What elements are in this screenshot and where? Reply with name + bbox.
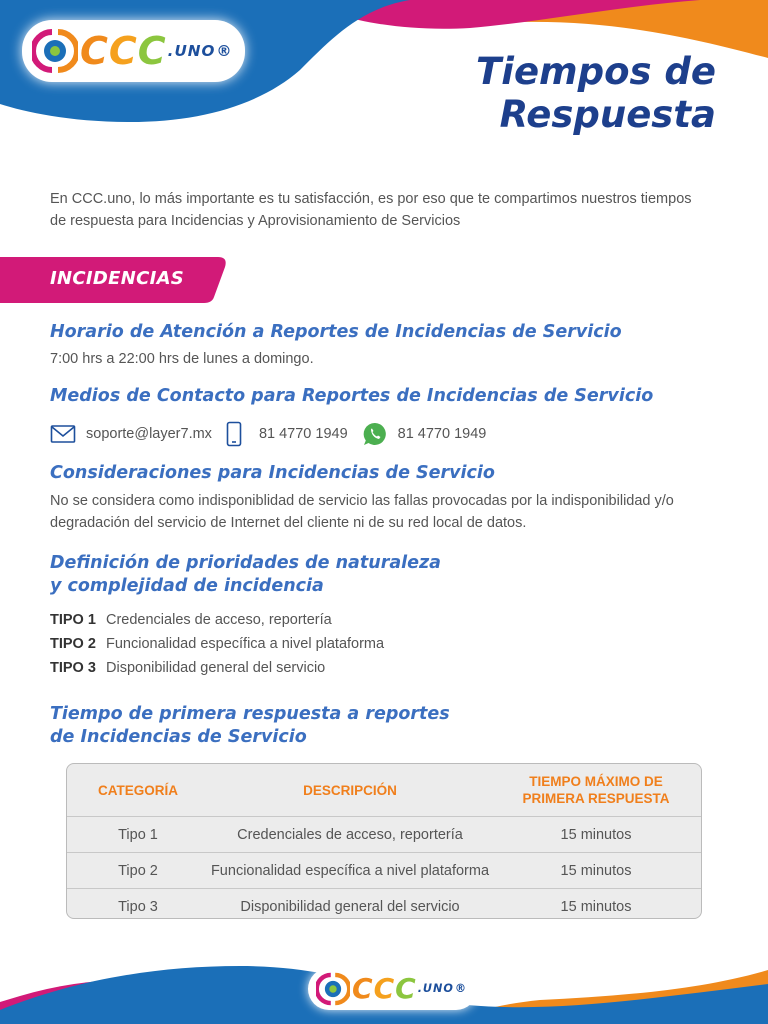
header-logo: [22, 20, 245, 82]
list-item: [50, 632, 384, 656]
contact-email-text[interactable]: soporte@layer7.mx: [86, 426, 212, 442]
consideraciones-line-2: degradación del servicio de Internet del cliente ni de su red local de datos.: [50, 515, 527, 531]
tipo-label: TIPO 1: [50, 612, 96, 628]
contact-phone-text[interactable]: 81 4770 1949: [258, 426, 348, 442]
tipo-text: Disponibilidad general del servicio: [106, 660, 326, 676]
mail-icon: [50, 424, 76, 444]
logo-suffix: .UNO: [167, 42, 216, 60]
logo-letter: C: [80, 29, 109, 73]
intro-paragraph: [50, 188, 730, 232]
logo-suffix: .UNO: [417, 982, 454, 995]
table-row: [67, 889, 701, 920]
tipo-label: TIPO 3: [50, 660, 96, 676]
section-heading-tiempo: [50, 703, 450, 749]
section-heading-definicion: [50, 552, 441, 598]
consideraciones-line-1: No se considera como indisponiblidad de servicio las fallas provocadas por la indisponibilidad y/o: [50, 493, 674, 509]
list-item: [50, 656, 384, 680]
tipo-text: Credenciales de acceso, reportería: [106, 612, 332, 628]
tipo-label: TIPO 2: [50, 636, 96, 652]
table-row: [67, 817, 701, 853]
cell-categoria: Tipo 3: [118, 898, 158, 915]
phone-icon: [226, 421, 242, 447]
logo-letter: C: [137, 29, 167, 73]
title-line-2: Respuesta: [499, 93, 716, 136]
whatsapp-icon: [362, 421, 388, 447]
cell-tiempo: 15 minutos: [491, 853, 701, 889]
logo-letter: C: [395, 972, 417, 1005]
list-item: [50, 608, 384, 632]
horario-text: 7:00 hrs a 22:00 hrs de lunes a domingo.: [50, 351, 314, 367]
cell-tiempo: 15 minutos: [560, 898, 632, 915]
intro-line-2: de respuesta para Incidencias y Aprovisionamiento de Servicios: [50, 213, 461, 229]
tipo-text: Funcionalidad específica a nivel plataforma: [106, 636, 385, 652]
section-banner-incidencias: [0, 257, 226, 303]
tipos-list: [50, 608, 384, 680]
header-descripcion: DESCRIPCIÓN: [209, 764, 491, 817]
table-header-row: [67, 764, 701, 817]
banner-label: INCIDENCIAS: [50, 268, 185, 289]
header-tiempo: [491, 764, 701, 817]
definicion-heading-line-2: y complejidad de incidencia: [50, 576, 324, 596]
footer-logo: [308, 968, 477, 1010]
section-heading-consideraciones: Consideraciones para Incidencias de Servicio: [50, 463, 495, 483]
logo-registered: ®: [216, 42, 233, 60]
table-row: [67, 853, 701, 889]
page-title: [476, 50, 716, 136]
contact-whatsapp[interactable]: [362, 421, 487, 447]
section-heading-horario: Horario de Atención a Reportes de Incidencias de Servicio: [50, 322, 622, 342]
cell-descripcion: Disponibilidad general del servicio: [240, 898, 460, 915]
contact-email[interactable]: [50, 424, 212, 444]
logo-mark-icon: [32, 28, 78, 74]
section-heading-medios: Medios de Contacto para Reportes de Incidencias de Servicio: [50, 386, 654, 406]
contact-list: [50, 421, 486, 447]
logo-letter: C: [352, 972, 374, 1005]
logo-mark-icon: [316, 972, 350, 1006]
logo-registered: ®: [454, 982, 468, 995]
cell-descripcion: Credenciales de acceso, reportería: [209, 817, 491, 853]
cell-descripcion: Funcionalidad específica a nivel plataforma: [209, 853, 491, 889]
header-tiempo-line-2: PRIMERA RESPUESTA: [522, 791, 670, 806]
header-tiempo-line-1: TIEMPO MÁXIMO DE: [529, 774, 663, 789]
cell-tiempo: 15 minutos: [491, 817, 701, 853]
tiempo-heading-line-1: Tiempo de primera respuesta a reportes: [50, 704, 450, 724]
header-categoria: CATEGORÍA: [67, 764, 209, 817]
intro-line-1: En CCC.uno, lo más importante es tu satisfacción, es por eso que te compartimos nuestros tiempos: [50, 191, 692, 207]
contact-phone[interactable]: [226, 421, 348, 447]
definicion-heading-line-1: Definición de prioridades de naturaleza: [50, 553, 441, 573]
logo-letter: C: [373, 972, 396, 1005]
tiempo-heading-line-2: de Incidencias de Servicio: [50, 727, 307, 747]
response-time-table: [66, 763, 702, 919]
cell-categoria: Tipo 2: [67, 853, 209, 889]
table: [67, 764, 701, 919]
contact-whatsapp-text[interactable]: 81 4770 1949: [397, 426, 487, 442]
title-line-1: Tiempos de: [476, 50, 716, 93]
logo-letter: C: [108, 29, 138, 73]
cell-categoria: Tipo 1: [67, 817, 209, 853]
consideraciones-text: [50, 490, 730, 534]
